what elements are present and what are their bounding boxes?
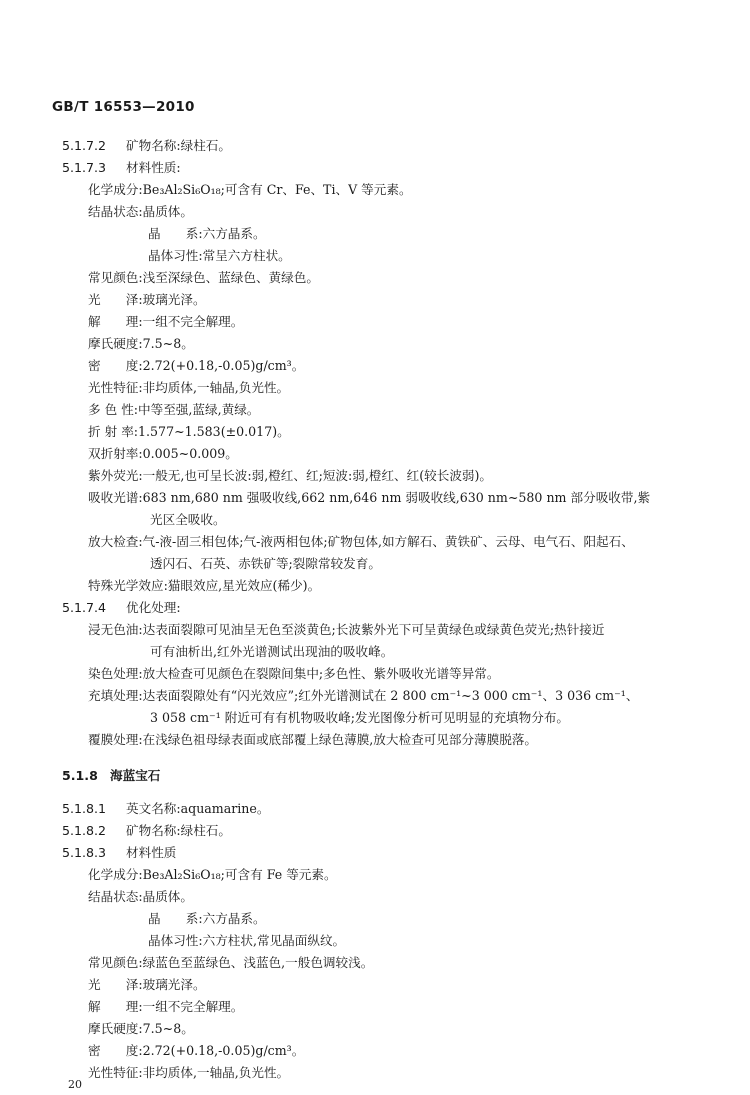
clause-number: 5.1.8.1 — [62, 801, 107, 816]
clause-text: 矿物名称:绿柱石。 — [126, 823, 231, 838]
clause-text: 英文名称:aquamarine。 — [126, 801, 270, 816]
property-special-optical-effect: 特殊光学效应:猫眼效应,星光效应(稀少)。 — [88, 578, 321, 593]
page-number: 20 — [68, 1078, 82, 1091]
clause-5-1-7-3 — [62, 157, 181, 179]
clause-5-1-7-2 — [62, 135, 231, 157]
property-pleochroism: 多 色 性:中等至强,蓝绿,黄绿。 — [88, 402, 260, 417]
clause-number: 5.1.7.3 — [62, 160, 107, 175]
clause-5-1-8-2 — [62, 820, 231, 842]
section-title: 海蓝宝石 — [110, 768, 161, 783]
property-magnification-cont: 透闪石、石英、赤铁矿等;裂隙常较发育。 — [150, 556, 381, 571]
treatment-colorless-oil-cont: 可有油析出,红外光谱测试出现油的吸收峰。 — [150, 644, 394, 659]
clause-number: 5.1.7.2 — [62, 138, 107, 153]
aq-property-common-color: 常见颜色:绿蓝色至蓝绿色、浅蓝色,一般色调较浅。 — [88, 955, 374, 970]
property-chemical-composition: 化学成分:Be₃Al₂Si₆O₁₈;可含有 Cr、Fe、Ti、V 等元素。 — [88, 182, 412, 197]
aq-property-crystal-state: 结晶状态:晶质体。 — [88, 889, 193, 904]
aq-property-density: 密 度:2.72(+0.18,-0.05)g/cm³。 — [88, 1043, 305, 1058]
property-optical-character: 光性特征:非均质体,一轴晶,负光性。 — [88, 380, 290, 395]
property-density: 密 度:2.72(+0.18,-0.05)g/cm³。 — [88, 358, 305, 373]
aq-property-chemical-composition: 化学成分:Be₃Al₂Si₆O₁₈;可含有 Fe 等元素。 — [88, 867, 337, 882]
property-uv-fluorescence: 紫外荧光:一般无,也可呈长波:弱,橙红、红;短波:弱,橙红、红(较长波弱)。 — [88, 468, 493, 483]
aq-property-luster: 光 泽:玻璃光泽。 — [88, 977, 206, 992]
property-birefringence: 双折射率:0.005~0.009。 — [88, 446, 238, 461]
property-luster: 光 泽:玻璃光泽。 — [88, 292, 206, 307]
treatment-filling: 充填处理:达表面裂隙处有“闪光效应”;红外光谱测试在 2 800 cm⁻¹~3 000 cm⁻¹、3 036 cm⁻¹、 — [88, 688, 639, 703]
treatment-colorless-oil: 浸无色油:达表面裂隙可见油呈无色至淡黄色;长波紫外光下可呈黄绿色或绿黄色荧光;热针接近 — [88, 622, 605, 637]
clause-5-1-8-3 — [62, 842, 176, 864]
clause-5-1-7-4 — [62, 597, 181, 619]
section-heading-aquamarine — [62, 765, 160, 787]
property-cleavage: 解 理:一组不完全解理。 — [88, 314, 244, 329]
property-crystal-system: 晶 系:六方晶系。 — [148, 226, 266, 241]
property-absorption-spectrum-cont: 光区全吸收。 — [150, 512, 226, 527]
clause-text: 材料性质 — [126, 845, 177, 860]
clause-number: 5.1.8.3 — [62, 845, 107, 860]
clause-text: 矿物名称:绿柱石。 — [126, 138, 231, 153]
standard-number-header: GB/T 16553—2010 — [52, 99, 195, 115]
property-magnification: 放大检查:气-液-固三相包体;气-液两相包体;矿物包体,如方解石、黄铁矿、云母、电气石、阳起石、 — [88, 534, 634, 549]
aq-property-crystal-system: 晶 系:六方晶系。 — [148, 911, 266, 926]
property-crystal-habit: 晶体习性:常呈六方柱状。 — [148, 248, 291, 263]
treatment-filling-cont: 3 058 cm⁻¹ 附近可有有机物吸收峰;发光图像分析可见明显的充填物分布。 — [150, 710, 570, 725]
clause-number: 5.1.8.2 — [62, 823, 107, 838]
clause-text: 材料性质: — [126, 160, 181, 175]
property-refractive-index: 折 射 率:1.577~1.583(±0.017)。 — [88, 424, 290, 439]
treatment-dyeing: 染色处理:放大检查可见颜色在裂隙间集中;多色性、紫外吸收光谱等异常。 — [88, 666, 500, 681]
clause-text: 优化处理: — [126, 600, 181, 615]
clause-5-1-8-1 — [62, 798, 269, 820]
section-number: 5.1.8 — [62, 768, 98, 783]
aq-property-optical-character: 光性特征:非均质体,一轴晶,负光性。 — [88, 1065, 290, 1080]
treatment-coating: 覆膜处理:在浅绿色祖母绿表面或底部覆上绿色薄膜,放大检查可见部分薄膜脱落。 — [88, 732, 538, 747]
property-common-color: 常见颜色:浅至深绿色、蓝绿色、黄绿色。 — [88, 270, 319, 285]
property-mohs-hardness: 摩氏硬度:7.5~8。 — [88, 336, 194, 351]
aq-property-crystal-habit: 晶体习性:六方柱状,常见晶面纵纹。 — [148, 933, 346, 948]
property-crystal-state: 结晶状态:晶质体。 — [88, 204, 193, 219]
aq-property-mohs-hardness: 摩氏硬度:7.5~8。 — [88, 1021, 194, 1036]
clause-number: 5.1.7.4 — [62, 600, 107, 615]
property-absorption-spectrum: 吸收光谱:683 nm,680 nm 强吸收线,662 nm,646 nm 弱吸收线,630 nm~580 nm 部分吸收带,紫 — [88, 490, 651, 505]
aq-property-cleavage: 解 理:一组不完全解理。 — [88, 999, 244, 1014]
